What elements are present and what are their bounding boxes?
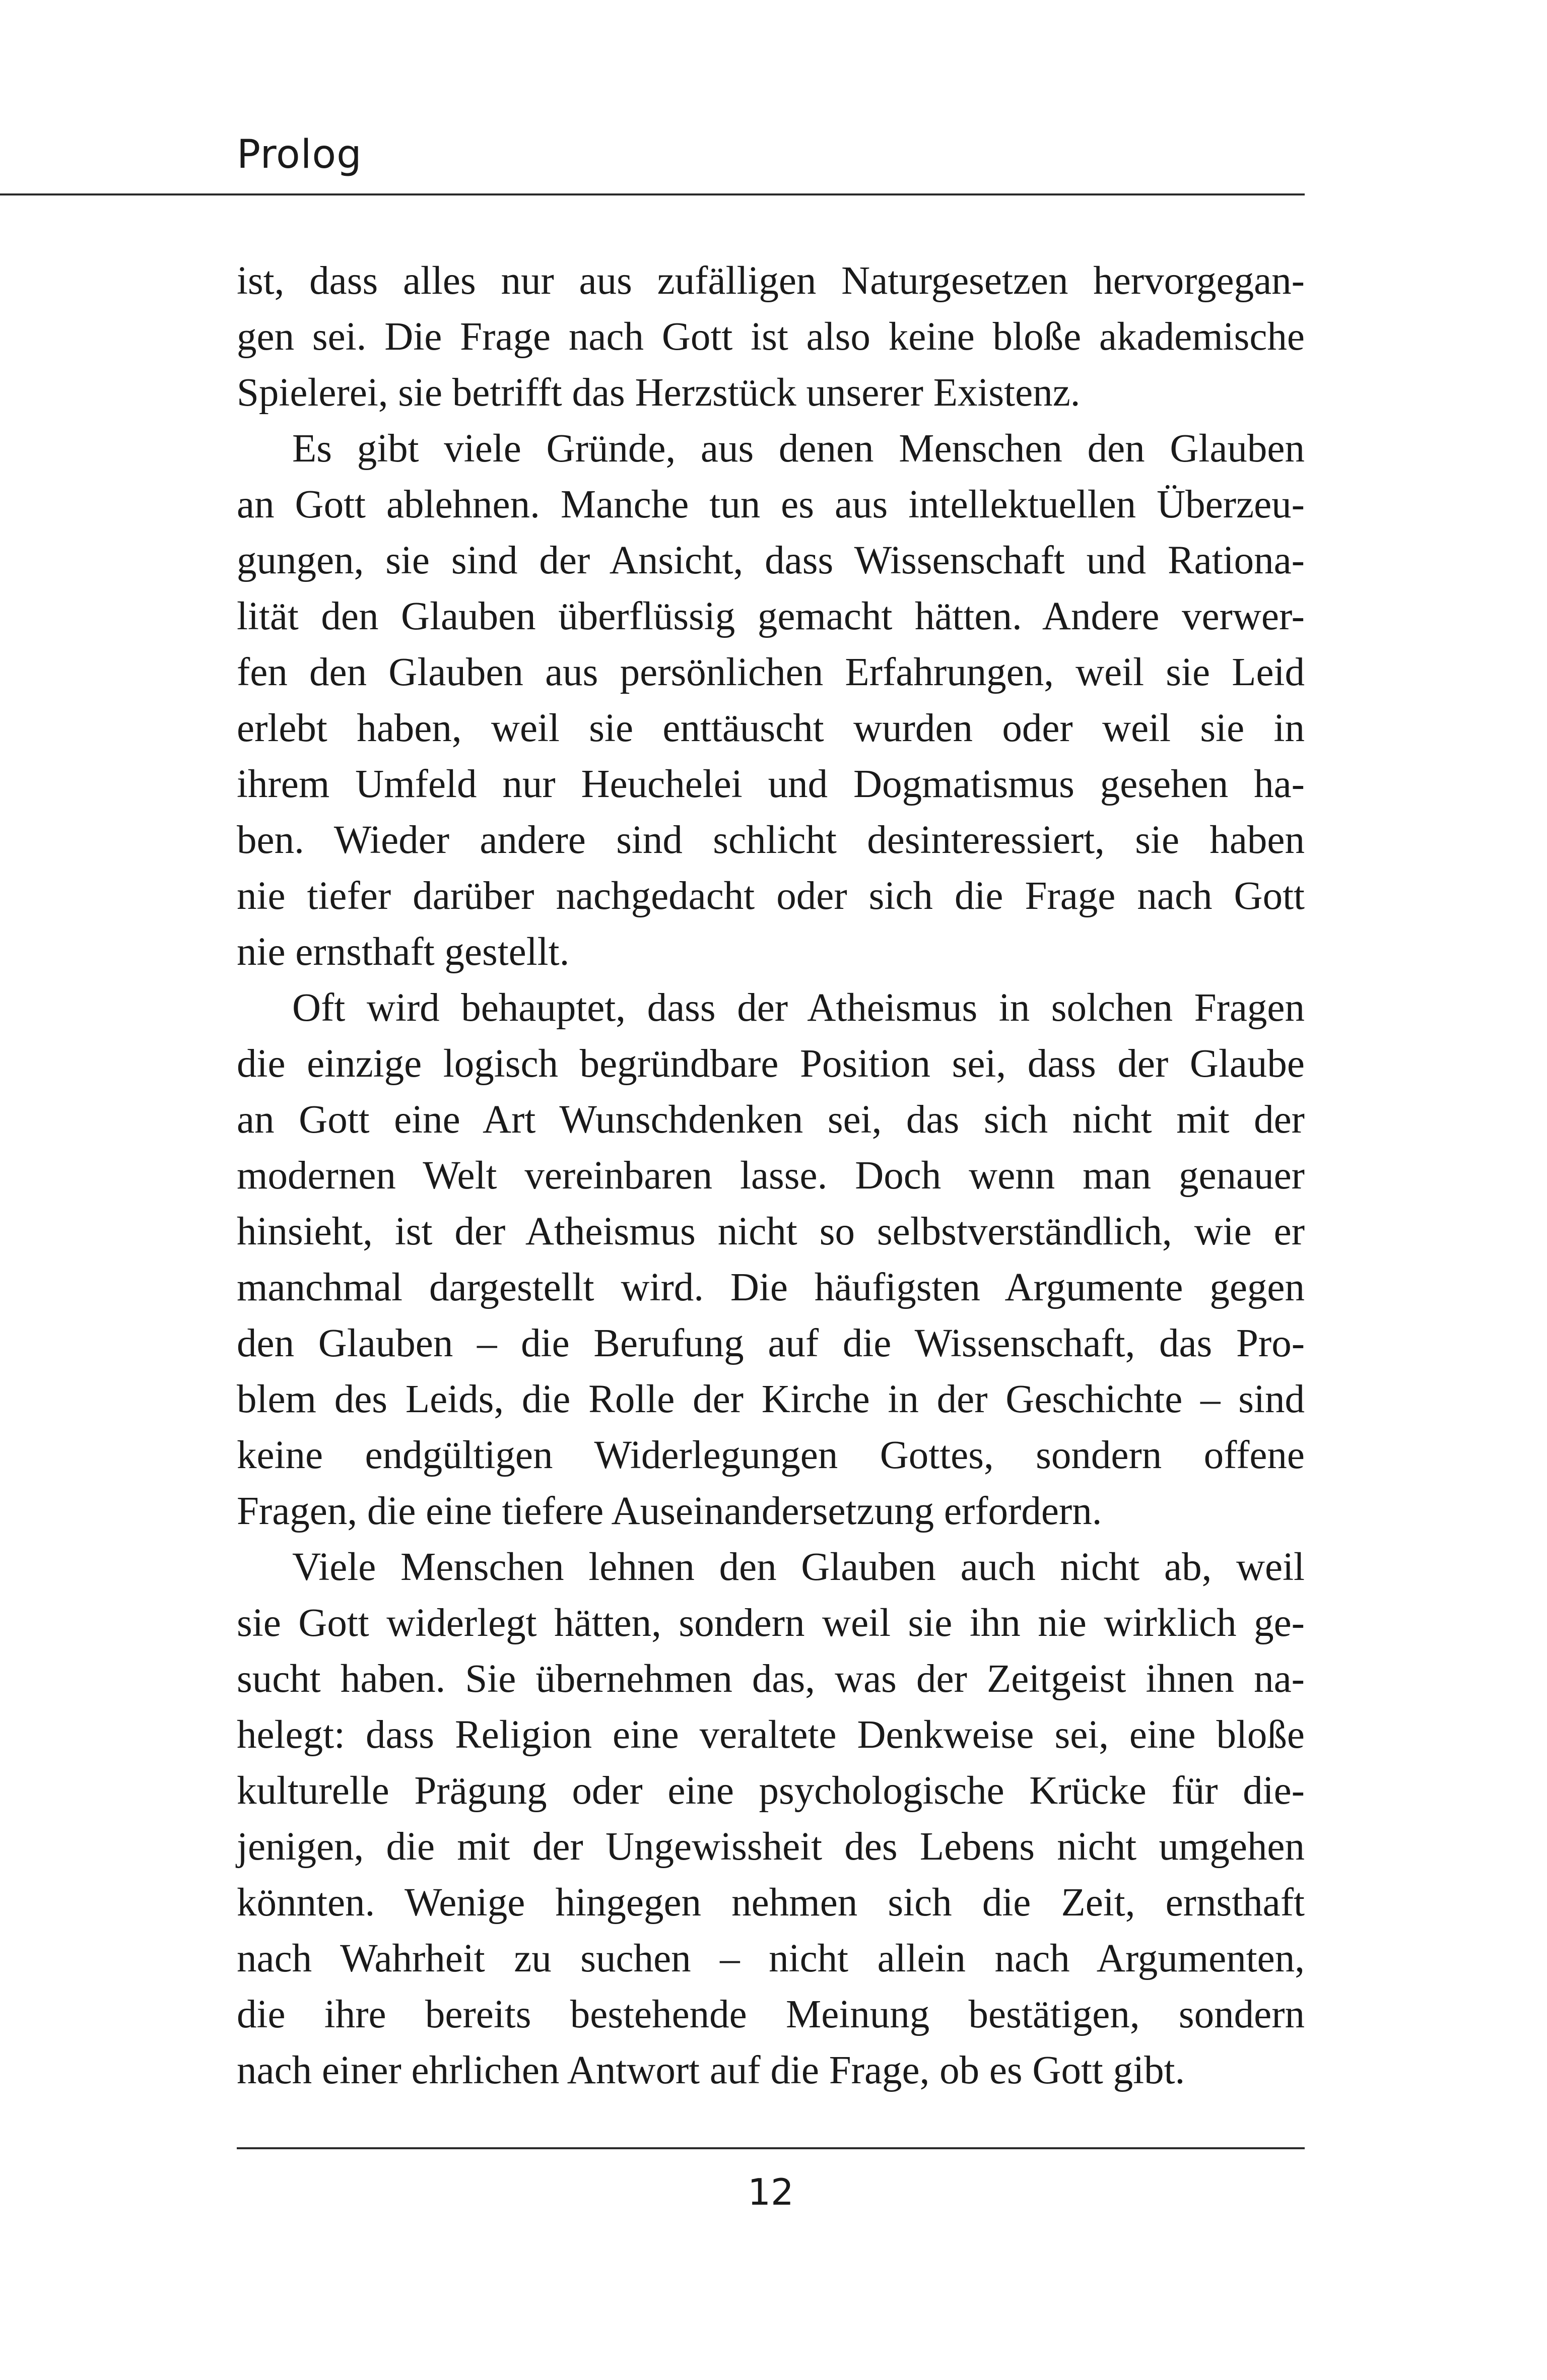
text-line: ben. Wieder andere sind schlicht desinteressiert, sie haben <box>237 818 1305 862</box>
paragraph-2 <box>237 421 1305 980</box>
text-line: sucht haben. Sie übernehmen das, was der Zeitgeist ihnen na- <box>237 1657 1305 1701</box>
text-line: könnten. Wenige hingegen nehmen sich die Zeit, ernsthaft <box>237 1881 1305 1925</box>
text-line: gungen, sie sind der Ansicht, dass Wissenschaft und Rationa- <box>237 539 1305 582</box>
text-line: Oft wird behauptet, dass der Atheismus in solchen Fragen <box>292 986 1305 1030</box>
text-line: Es gibt viele Gründe, aus denen Menschen den Glauben <box>292 427 1305 471</box>
text-line: helegt: dass Religion eine veraltete Denkweise sei, eine bloße <box>237 1713 1305 1757</box>
text-line: nach einer ehrlichen Antwort auf die Frage, ob es Gott gibt. <box>237 2048 1185 2092</box>
text-line: manchmal dargestellt wird. Die häufigsten Argumente gegen <box>237 1266 1305 1309</box>
paragraph-3 <box>237 980 1305 1539</box>
text-line: den Glauben – die Berufung auf die Wissenschaft, das Pro- <box>237 1321 1305 1365</box>
page-number: 12 <box>748 2171 794 2213</box>
text-line: jenigen, die mit der Ungewissheit des Lebens nicht umgehen <box>237 1825 1305 1869</box>
text-line: modernen Welt vereinbaren lasse. Doch wenn man genauer <box>237 1154 1305 1198</box>
body-text <box>237 253 1305 2098</box>
text-line: keine endgültigen Widerlegungen Gottes, sondern offene <box>237 1433 1305 1477</box>
text-line: Viele Menschen lehnen den Glauben auch nicht ab, weil <box>292 1545 1305 1589</box>
text-line: nach Wahrheit zu suchen – nicht allein nach Argumenten, <box>237 1937 1305 1980</box>
text-line: gen sei. Die Frage nach Gott ist also keine bloße akademische <box>237 315 1305 359</box>
text-line: Spielerei, sie betrifft das Herzstück unserer Existenz. <box>237 371 1081 415</box>
text-line: ist, dass alles nur aus zufälligen Naturgesetzen hervorgegan- <box>237 259 1305 303</box>
text-line: ihrem Umfeld nur Heuchelei und Dogmatismus gesehen ha- <box>237 762 1305 806</box>
text-line: lität den Glauben überflüssig gemacht hätten. Andere verwer- <box>237 594 1305 638</box>
text-line: an Gott eine Art Wunschdenken sei, das sich nicht mit der <box>237 1098 1305 1142</box>
text-line: die ihre bereits bestehende Meinung bestätigen, sondern <box>237 1993 1305 2036</box>
text-line: nie tiefer darüber nachgedacht oder sich die Frage nach Gott <box>237 874 1305 918</box>
text-line: nie ernsthaft gestellt. <box>237 930 570 974</box>
text-line: sie Gott widerlegt hätten, sondern weil sie ihn nie wirklich ge- <box>237 1601 1305 1645</box>
text-line: erlebt haben, weil sie enttäuscht wurden oder weil sie in <box>237 706 1305 750</box>
text-line: die einzige logisch begründbare Position sei, dass der Glaube <box>237 1042 1305 1086</box>
text-line: an Gott ablehnen. Manche tun es aus intellektuellen Überzeu- <box>237 483 1305 526</box>
footer-rule <box>237 2147 1305 2149</box>
paragraph-1 <box>237 253 1305 421</box>
text-line: fen den Glauben aus persönlichen Erfahrungen, weil sie Leid <box>237 650 1305 694</box>
running-head: Prolog <box>237 132 362 177</box>
header-rule <box>0 193 1305 195</box>
text-line: hinsieht, ist der Atheismus nicht so selbstverständlich, wie er <box>237 1210 1305 1253</box>
text-line: Fragen, die eine tiefere Auseinandersetzung erfordern. <box>237 1489 1102 1533</box>
text-line: blem des Leids, die Rolle der Kirche in der Geschichte – sind <box>237 1377 1305 1421</box>
paragraph-4 <box>237 1539 1305 2098</box>
text-line: kulturelle Prägung oder eine psychologische Krücke für die- <box>237 1769 1305 1813</box>
